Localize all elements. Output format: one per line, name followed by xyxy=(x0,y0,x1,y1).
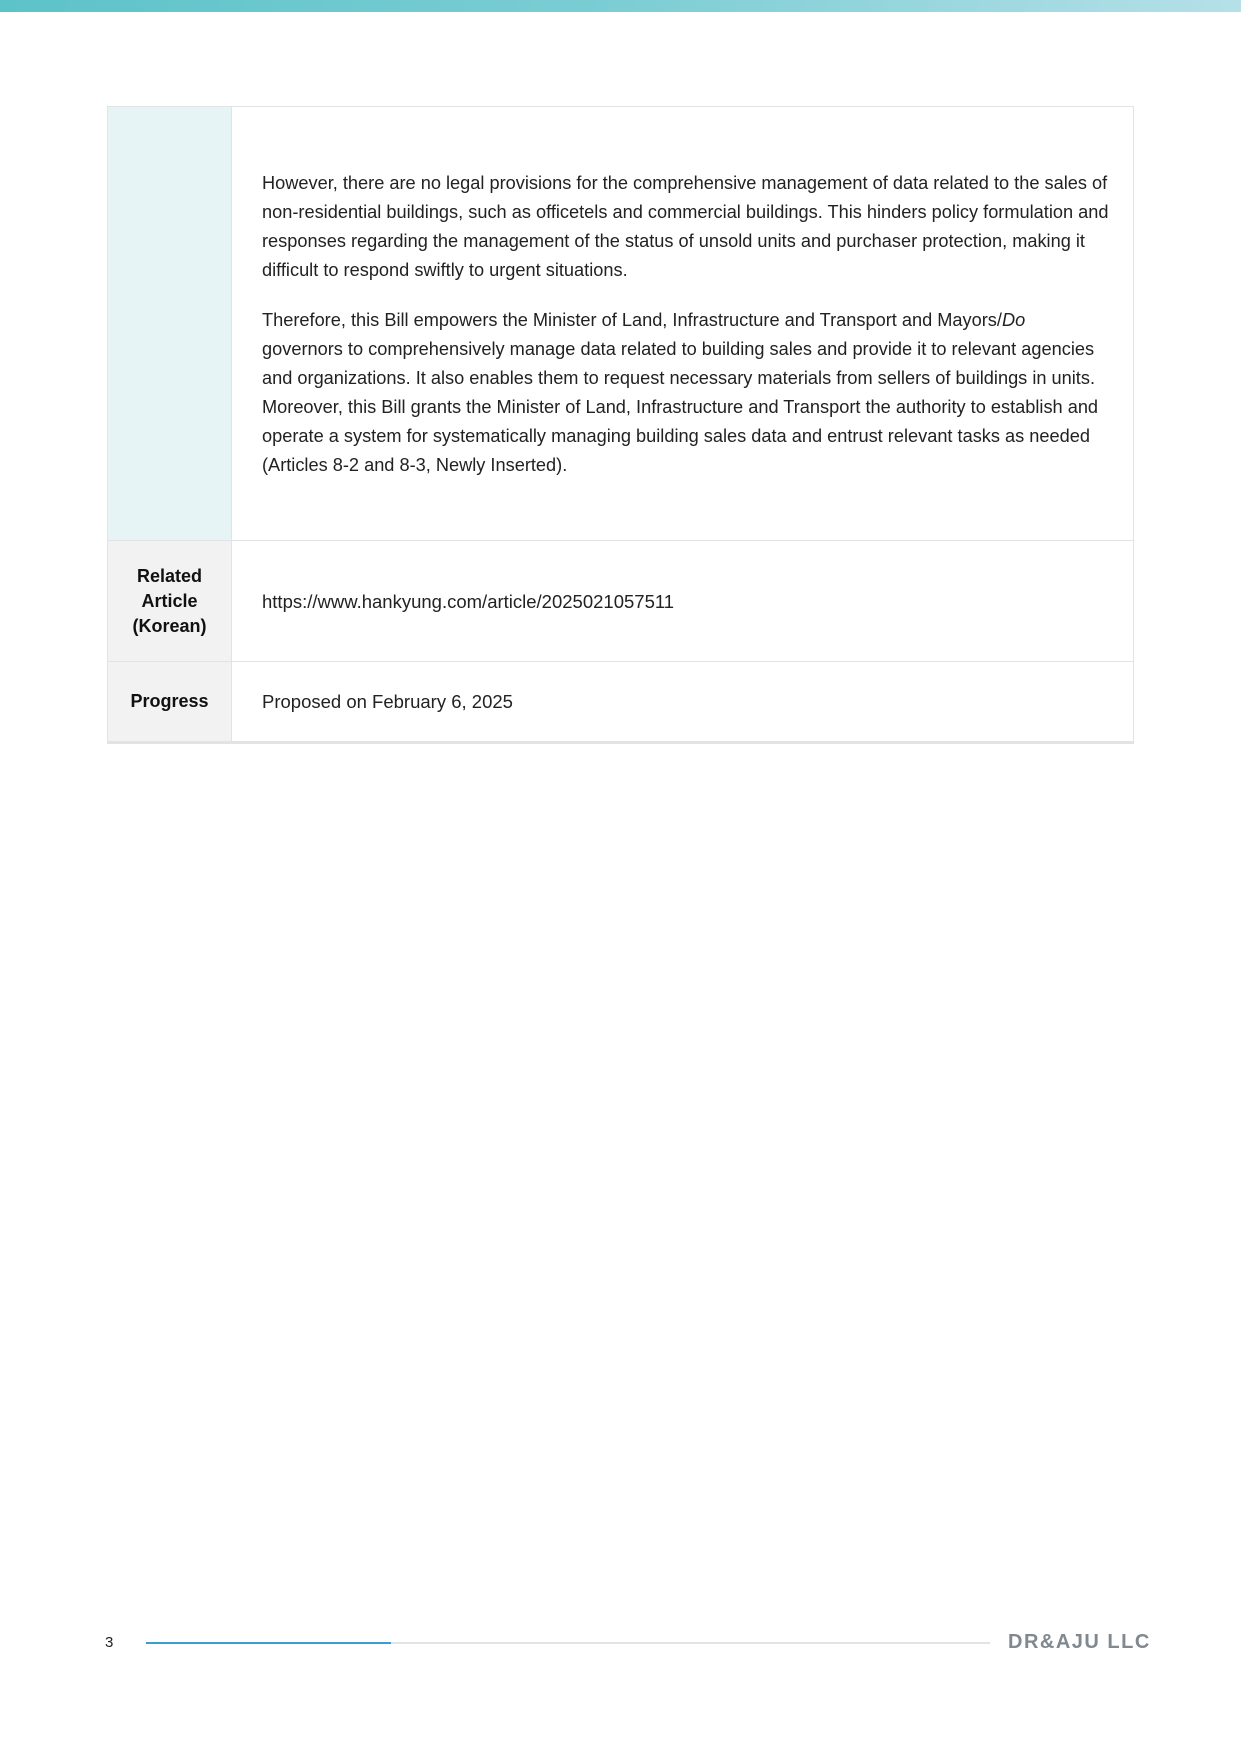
top-accent-bar xyxy=(0,0,1241,12)
related-article-row xyxy=(108,541,1133,662)
bill-summary-table xyxy=(107,106,1134,744)
page-number: 3 xyxy=(105,1634,114,1651)
related-article-link[interactable]: https://www.hankyung.com/article/2025021057511 xyxy=(262,590,675,612)
summary-value-cell xyxy=(232,107,1133,540)
progress-value: Proposed on February 6, 2025 xyxy=(262,691,513,712)
footer-progress-track xyxy=(146,1642,990,1644)
summary-paragraph-2-italic: Do xyxy=(1001,310,1026,330)
related-label-line-1: Related xyxy=(136,565,202,586)
summary-row xyxy=(108,107,1133,541)
progress-row xyxy=(108,662,1133,741)
related-article-label xyxy=(108,541,232,661)
related-label-line-3: (Korean) xyxy=(132,615,207,636)
summary-label-cell xyxy=(108,107,232,540)
footer-progress-fill xyxy=(146,1642,391,1644)
footer-brand: DR&AJU LLC xyxy=(1008,1631,1151,1653)
summary-paragraph-2-start: Therefore, this Bill empowers the Minister of Land, Infrastructure and Transport and Mayors/ xyxy=(262,310,1002,330)
progress-value-cell xyxy=(232,662,1133,741)
summary-paragraph-2-end: governors to comprehensively manage data related to building sales and provide it to relevant agencies and organizations. It also enables them to request necessary materials from sellers of buildings in units. Moreover, this Bill grants the Minister of Land, Infrastructure and Transport the authority to establish and operate a system for systematically managing building sales data and entrust relevant tasks as needed (Articles 8-2 and 8-3, Newly Inserted). xyxy=(262,339,1099,475)
progress-label: Progress xyxy=(108,662,232,741)
related-article-value-cell xyxy=(232,541,1133,661)
summary-paragraph-2 xyxy=(262,306,1109,480)
related-label-line-2: Article xyxy=(141,590,198,611)
summary-paragraph-1: However, there are no legal provisions for the comprehensive management of data related to the sales of non-residential buildings, such as officetels and commercial buildings. This hinders policy formulation and responses regarding the management of the status of unsold units and purchaser protection, making it difficult to respond swiftly to urgent situations. xyxy=(262,173,1109,280)
